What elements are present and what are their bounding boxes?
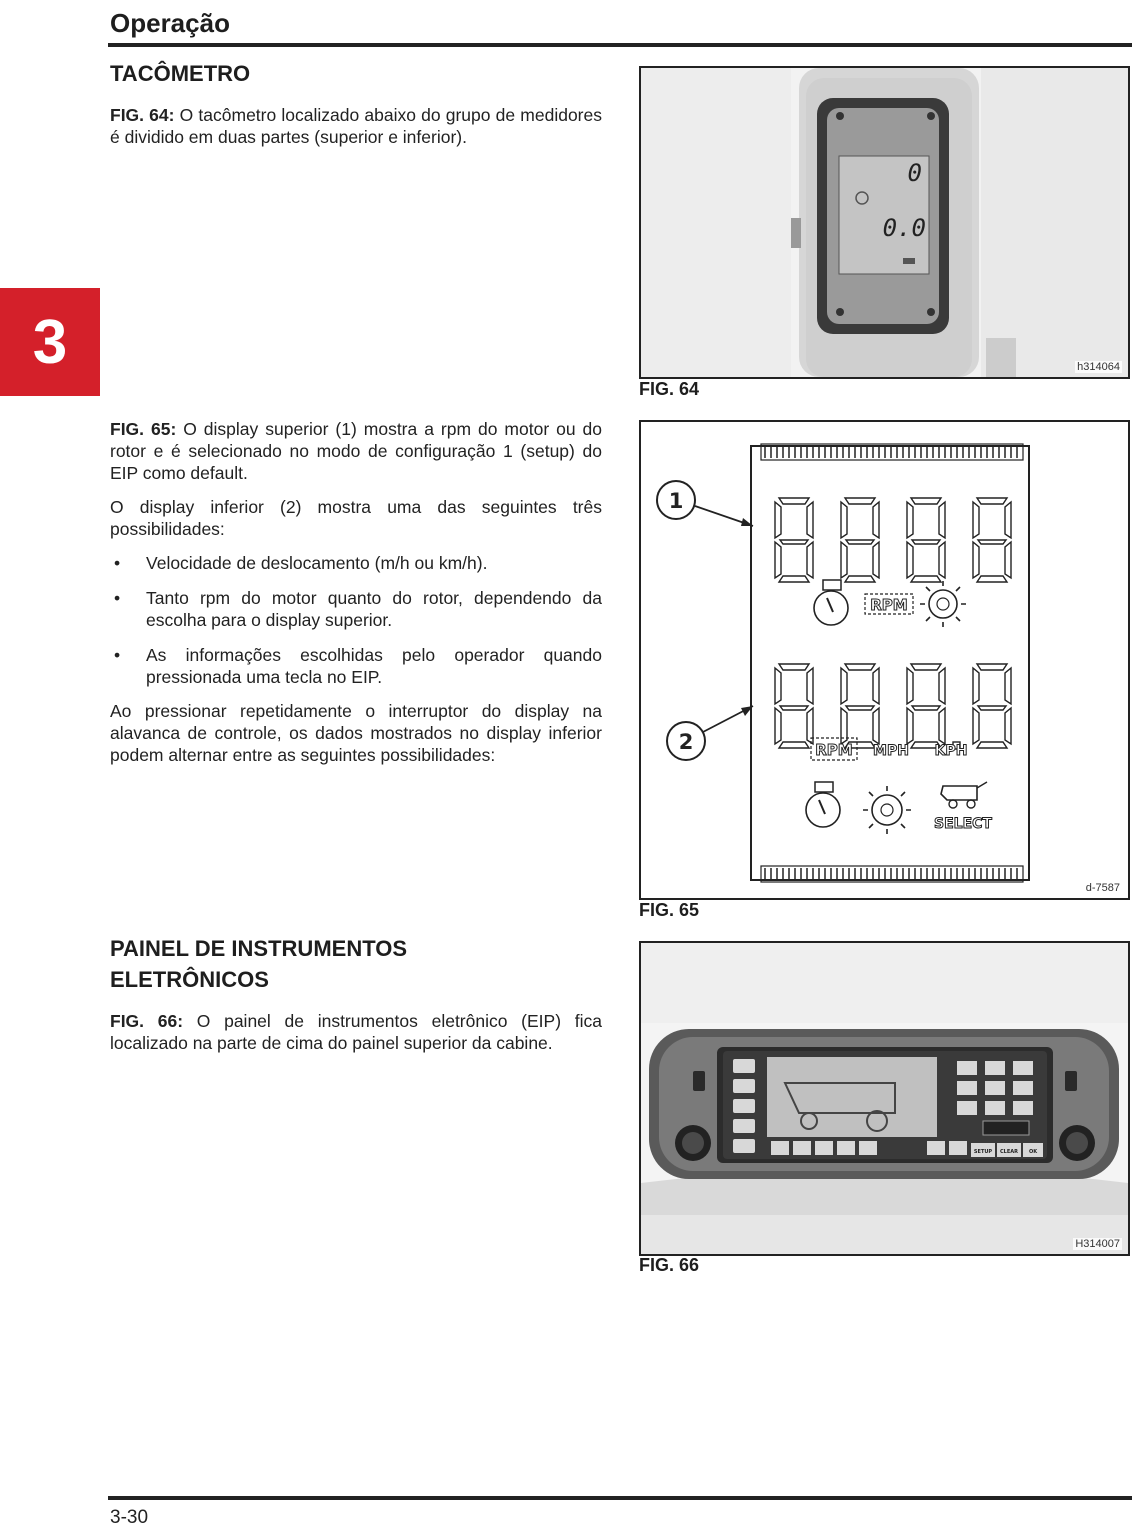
section-heading-painel (110, 933, 407, 995)
chapter-tab: 3 (0, 288, 100, 396)
figure-code: h314064 (1077, 361, 1120, 373)
header-rule (108, 43, 1132, 47)
section-heading-tacometro: TACÔMETRO (110, 61, 251, 86)
paragraph-alternar: Ao pressionar repetidamente o interruptor do display na alavanca de controle, os dados mostrados no display inferior podem alternar entre as seguintes possibilidades: (110, 701, 602, 765)
eip-panel-photo (641, 943, 1128, 1254)
paragraph-text: O display superior (1) mostra a rpm do motor ou do rotor e é selecionado no modo de configuração 1 (setup) do EIP como default. (110, 419, 602, 483)
tachometer-bottom-reading: 0.0 (882, 214, 926, 242)
lcd-segment-diagram (641, 422, 1128, 898)
figure-reference: FIG. 65: (110, 419, 177, 439)
figure-66-caption: FIG. 66 (639, 1255, 700, 1275)
eip-setup-label: SETUP (973, 1149, 993, 1155)
figure-reference: FIG. 66: (110, 1011, 184, 1031)
paragraph-text: O tacômetro localizado abaixo do grupo de medidores é dividido em duas partes (superior e inferior). (110, 105, 602, 147)
upper-digits (775, 498, 1011, 582)
figure-66-photo (639, 941, 1130, 1256)
rpm-label-top: RPM (870, 596, 908, 614)
rotor-icon (863, 786, 911, 834)
combine-icon (941, 782, 987, 808)
heading-line: ELETRÔNICOS (110, 967, 269, 992)
page-number: 3-30 (110, 1507, 149, 1528)
figure-64-caption: FIG. 64 (639, 379, 700, 399)
kph-label: KPH (934, 743, 968, 759)
list-item-text: Velocidade de deslocamento (m/h ou km/h). (146, 553, 488, 573)
lower-digits (775, 664, 1011, 749)
list-item-text: As informações escolhidas pelo operador quando pressionada uma tecla no EIP. (146, 645, 602, 687)
figure-64-photo (639, 66, 1130, 379)
tachometer-photo (641, 68, 1128, 377)
callout-1 (657, 481, 753, 526)
paragraph-display-inferior: O display inferior (2) mostra uma das seguintes três possibilidades: (110, 497, 602, 539)
paragraph-fig65 (110, 418, 602, 484)
eip-ok-label: OK (1028, 1149, 1038, 1155)
list-item (110, 587, 602, 631)
bullet-marker: • (114, 553, 121, 573)
figure-65-diagram (639, 420, 1130, 900)
footer-rule (108, 1496, 1132, 1500)
page-header-title: Operação (110, 8, 230, 38)
eip-right-icons (957, 1061, 1033, 1115)
engine-icon (814, 580, 848, 625)
eip-bottom-icons (771, 1141, 967, 1155)
paragraph-fig66 (110, 1010, 602, 1054)
callout-1-label: 1 (668, 489, 684, 513)
figure-reference: FIG. 64: (110, 105, 175, 125)
rotor-icon (920, 581, 966, 627)
figure-65-caption: FIG. 65 (639, 900, 700, 920)
list-item (110, 644, 602, 688)
bullet-marker: • (114, 588, 121, 608)
select-label: SELECT (934, 816, 992, 832)
callout-2 (667, 706, 753, 760)
paragraph-text: O painel de instrumentos eletrônico (EIP) fica localizado na parte de cima do painel superior da cabine. (110, 1011, 602, 1053)
list-item (110, 552, 602, 574)
paragraph-fig64 (110, 104, 602, 148)
engine-icon (806, 782, 840, 827)
mph-label: MPH (873, 743, 909, 759)
eip-clear-label: CLEAR (1000, 1149, 1018, 1155)
list-item-text: Tanto rpm do motor quanto do rotor, dependendo da escolha para o display superior. (146, 588, 602, 630)
figure-code: H314007 (1075, 1238, 1120, 1250)
callout-2-label: 2 (678, 730, 694, 754)
heading-line: PAINEL DE INSTRUMENTOS (110, 936, 408, 961)
tachometer-top-reading: 0 (907, 159, 922, 187)
figure-code: d-7587 (1085, 882, 1120, 894)
rpm-label-bottom: RPM (815, 741, 853, 759)
bullet-marker: • (114, 645, 121, 665)
